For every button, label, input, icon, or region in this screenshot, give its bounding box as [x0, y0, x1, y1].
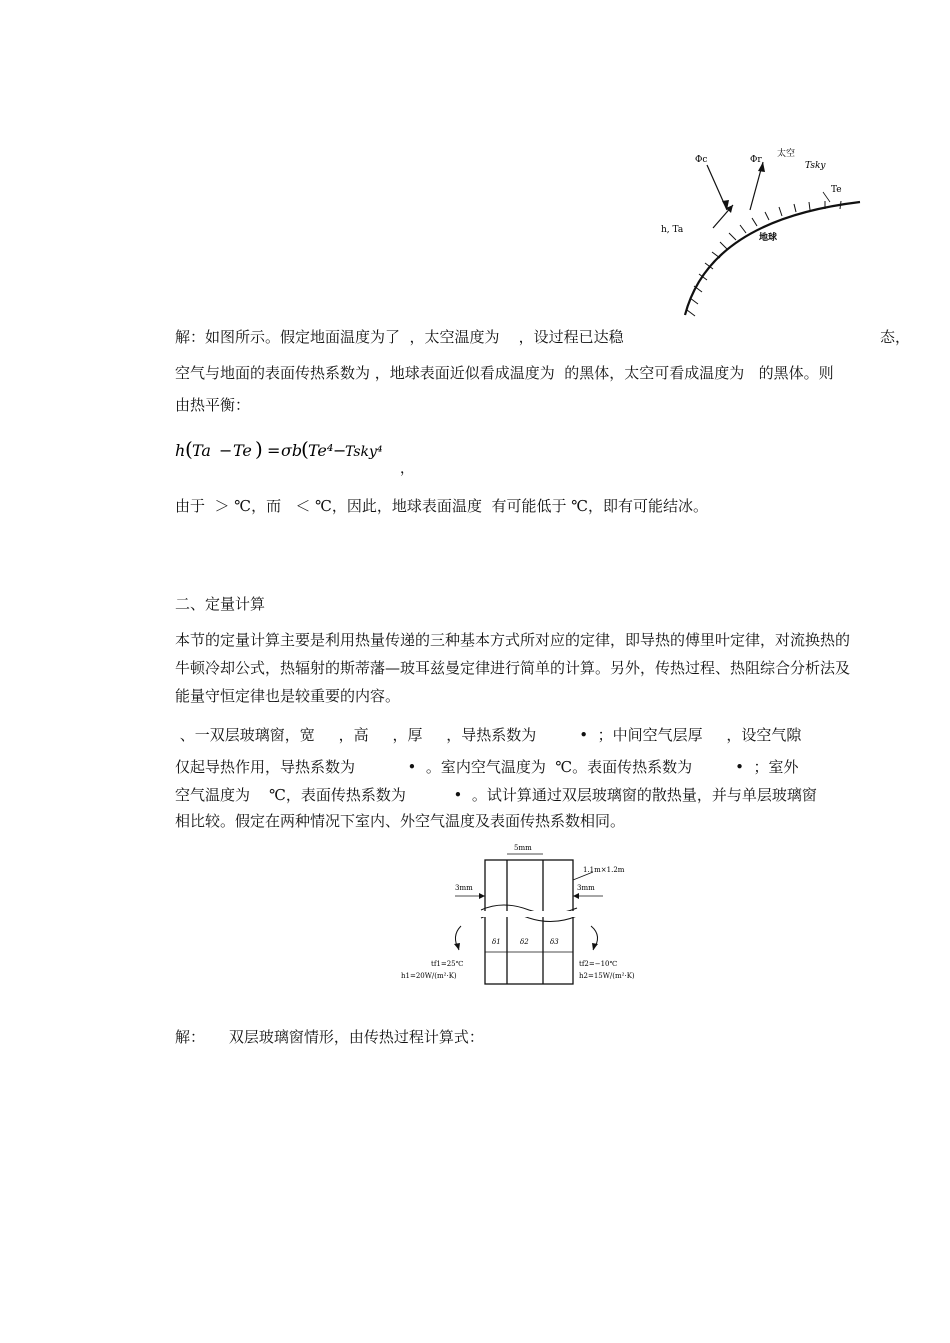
- solution-line1: 解： 双层玻璃窗情形，由传热过程计算式：: [175, 1028, 484, 1046]
- tf2-label: tf2=−10℃: [579, 960, 618, 968]
- eq-equals: =: [267, 441, 281, 460]
- h-ta-label: h, Ta: [661, 225, 684, 235]
- para1-line2: 空气与地面的表面传热系数为 ，地球表面近似看成温度为 的黑体，太空可看成温度为 的黑体。则: [175, 364, 834, 382]
- t-e-label: Te: [831, 185, 842, 195]
- eq-te: Te: [233, 441, 252, 460]
- phi-c-label: Φc: [695, 155, 708, 165]
- delta1-label: δ1: [492, 938, 501, 946]
- problem-line4: 相比较。假定在两种情况下室内、外空气温度及表面传热系数相同。: [175, 812, 626, 830]
- eq-comma: ，: [400, 461, 414, 477]
- break-gap: [479, 911, 579, 917]
- eq-ta: Ta: [192, 441, 211, 460]
- phi-r-label: Φr: [750, 155, 762, 165]
- eq-minus2: −: [333, 441, 347, 460]
- h2-label: h2=15W/(m²·K): [579, 972, 635, 980]
- tf1-label: tf1=25℃: [431, 960, 464, 968]
- earth-label: 地球: [759, 233, 778, 243]
- problem-line1: 、一双层玻璃窗，宽 ，高 ，厚 ，导热系数为 • ；中间空气层厚 ，设空气隙: [175, 726, 802, 744]
- para2-line1: 由于 ＞ ℃，而 ＜ ℃，因此，地球表面温度 有可能低于 ℃，即有可能结冰。: [175, 497, 709, 515]
- size-label: 1.1m×1.2m: [583, 866, 625, 874]
- para1-line3: 由热平衡：: [175, 396, 251, 414]
- window-glass-panes: [485, 860, 573, 984]
- delta3-label: δ3: [550, 938, 559, 946]
- para1-line1: 解：如图所示。假定地面温度为了 ，太空温度为 ，设过程已达稳: [175, 328, 624, 346]
- eq-rparen1: ): [255, 437, 263, 461]
- section-title: 二、定量计算: [175, 595, 266, 613]
- eq-h: h: [175, 441, 186, 460]
- te-leader-line: [823, 192, 830, 202]
- delta2-label: δ2: [520, 938, 529, 946]
- double-window-figure: [393, 840, 643, 990]
- eq-minus1: −: [219, 441, 233, 460]
- outer-heat-arrowhead: [592, 943, 598, 950]
- section-intro-line3: 能量守恒定律也是较重要的内容。: [175, 687, 401, 705]
- para1-line1-end: 态，: [880, 328, 911, 346]
- left-thick-label: 3mm: [455, 884, 473, 892]
- heat-balance-equation: [175, 432, 385, 468]
- right-thick-arrowhead: [573, 893, 579, 899]
- t-sky-label: Tsky: [805, 161, 826, 171]
- earth-hatching: [687, 201, 841, 316]
- problem-line2: 仅起导热作用，导热系数为 • 。室内空气温度为 ℃。表面传热系数为 • ；室外: [175, 758, 799, 776]
- eq-sigma: σb: [281, 441, 303, 460]
- right-thick-label: 3mm: [577, 884, 595, 892]
- problem-line3: 空气温度为 ℃，表面传热系数为 • 。试计算通过双层玻璃窗的散热量，并与单层玻璃窗: [175, 786, 817, 804]
- eq-lparen1: (: [185, 437, 193, 461]
- space-label: 太空: [777, 149, 796, 159]
- earth-surface-arc: [685, 202, 860, 315]
- h1-label: h1=20W/(m²·K): [401, 972, 457, 980]
- eq-tsky4: Tsky⁴: [345, 444, 383, 460]
- eq-te4: Te⁴: [308, 441, 334, 460]
- left-thick-arrowhead: [479, 893, 485, 899]
- eq-lparen2: (: [301, 437, 309, 461]
- earth-sky-figure: [655, 140, 870, 320]
- section-intro-line1: 本节的定量计算主要是利用热量传递的三种基本方式所对应的定律，即导热的傅里叶定律，对流换热的: [175, 631, 851, 649]
- gap-label: 5mm: [514, 844, 532, 852]
- inner-heat-arrowhead: [454, 943, 460, 950]
- section-intro-line2: 牛顿冷却公式，热辐射的斯蒂藩—玻耳兹曼定律进行简单的计算。另外，传热过程、热阻综合分析法及: [175, 659, 851, 677]
